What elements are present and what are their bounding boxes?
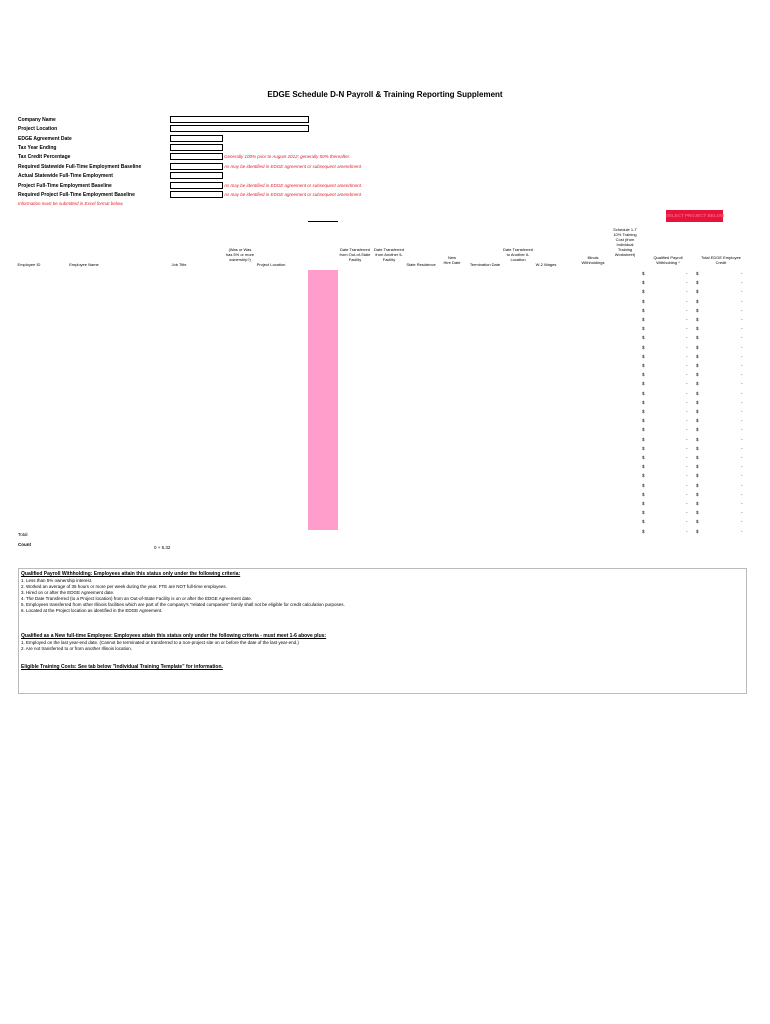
credit-value: - [741, 491, 743, 497]
qualified-dollar-sign: $ [642, 381, 645, 387]
qualified-criterion-5: 5. Employees transferred from other Illinois facilities which are part of the company's "related companies" family shall not be eligible for credit calculation purposes. [21, 602, 345, 607]
credit-dollar-sign: $ [696, 381, 699, 387]
qualified-value: - [686, 519, 688, 525]
tax-credit-input[interactable] [170, 153, 223, 160]
credit-value: - [741, 418, 743, 424]
qualified-value: - [686, 307, 688, 313]
col-schedule-line-5: Training [617, 247, 633, 252]
qualified-dollar-sign: $ [642, 363, 645, 368]
req-statewide-note: As may be identified in EDGE agreement or subsequent amendment. [224, 164, 363, 169]
qualified-criterion-3: 3. Hired on or after the EDGE Agreement date. [21, 590, 115, 595]
col-w2: W-2 Wages [535, 262, 557, 267]
credit-value: - [741, 326, 743, 332]
project-location-label: Project Location [18, 126, 58, 132]
credit-value: - [741, 353, 743, 359]
col-state-residence: State Residence [406, 262, 436, 267]
qualified-dollar-sign: $ [642, 335, 645, 341]
new-fulltime-heading: Qualified as a New full-time Employee: Employees attain this status only under the following criteria - must meet 1-6 above plus: [21, 633, 327, 639]
credit-value: - [741, 271, 743, 276]
credit-value: - [741, 510, 743, 516]
col-date-to-another-line-3: Location [510, 257, 526, 262]
col-illinois-line-1: Illinois [587, 255, 599, 260]
col-illinois-line-2: Withholdings [581, 260, 605, 265]
col-date-to-another [500, 247, 536, 262]
qualified-value: - [686, 390, 688, 396]
credit-value: - [741, 289, 743, 295]
qualified-value: - [686, 427, 688, 433]
qualified-value: - [686, 317, 688, 322]
credit-dollar-sign: $ [696, 317, 699, 322]
count-label: Count [18, 542, 31, 547]
credit-value: - [741, 280, 743, 286]
credit-value: - [741, 501, 743, 506]
qualified-dollar-sign: $ [642, 482, 645, 488]
qualified-value: - [686, 445, 688, 451]
credit-dollar-sign: $ [696, 455, 699, 460]
col-schedule-line-1: Schedule 1-T [613, 227, 637, 232]
credit-value: - [741, 381, 743, 387]
credit-dollar-sign: $ [696, 427, 699, 433]
req-project-baseline-input[interactable] [170, 191, 223, 198]
credit-dollar-sign: $ [696, 464, 699, 470]
qualified-dollar-sign: $ [642, 298, 645, 304]
credit-dollar-sign: $ [696, 528, 699, 534]
qualified-value: - [686, 280, 688, 286]
qualified-dollar-sign: $ [642, 307, 645, 313]
credit-dollar-sign: $ [696, 482, 699, 488]
col-employee-name: Employee Name [69, 262, 99, 267]
qualified-dollar-sign: $ [642, 528, 645, 534]
credit-value: - [741, 399, 743, 405]
credit-dollar-sign: $ [696, 353, 699, 359]
select-project-banner[interactable]: SELECT PROJECT BELOW [666, 210, 723, 222]
qualified-value: - [686, 464, 688, 470]
credit-dollar-sign: $ [696, 335, 699, 341]
col-owner-line-3: ownership?) [229, 257, 251, 262]
qualified-dollar-sign: $ [642, 280, 645, 286]
credit-dollar-sign: $ [696, 271, 699, 276]
credit-dollar-sign: $ [696, 307, 699, 313]
qualified-value: - [686, 455, 688, 460]
credit-dollar-sign: $ [696, 519, 699, 525]
credit-dollar-sign: $ [696, 418, 699, 424]
col-employee-id: Employee ID [17, 262, 41, 267]
col-schedule-line-3: Cost (from [615, 237, 635, 242]
col-schedule-line-4: Individual [616, 242, 634, 247]
credit-value: - [741, 427, 743, 433]
project-baseline-note: As may be identified in EDGE agreement or subsequent amendment. [224, 183, 363, 188]
total-label: Total [18, 532, 28, 537]
credit-dollar-sign: $ [696, 280, 699, 286]
training-costs-heading: Eligible Training Costs: See tab below "Individual Training Template" for information. [21, 664, 223, 670]
col-job-title: Job Title [171, 262, 187, 267]
credit-dollar-sign: $ [696, 473, 699, 479]
credit-value: - [741, 372, 743, 378]
credit-value: - [741, 317, 743, 322]
actual-statewide-input[interactable] [170, 172, 223, 179]
credit-value: - [741, 528, 743, 534]
credit-dollar-sign: $ [696, 445, 699, 451]
qualified-value: - [686, 344, 688, 350]
credit-value: - [741, 473, 743, 479]
credit-dollar-sign: $ [696, 436, 699, 442]
credit-dollar-sign: $ [696, 298, 699, 304]
credit-dollar-sign: $ [696, 326, 699, 332]
req-statewide-input[interactable] [170, 163, 223, 170]
qualified-criterion-2: 2. Worked an average of 35 hours or more per week during the year. FTE are NOT full-time employees. [21, 584, 227, 589]
new-fulltime-criterion-2: 2. Are not transferred to or from another Illinois location. [21, 646, 133, 651]
credit-dollar-sign: $ [696, 510, 699, 516]
qualified-criterion-4: 4. The Date Transferred (to a Project location) from an Out-of-State Facility is on or after the EDGE Agreement date. [21, 596, 253, 601]
qualified-value: - [686, 491, 688, 497]
project-baseline-label: Project Full-Time Employment Baseline [18, 183, 112, 189]
col-owner-line-2: has 5% or more [225, 252, 255, 257]
qualified-dollar-sign: $ [642, 445, 645, 451]
qualified-dollar-sign: $ [642, 427, 645, 433]
col-total-credit-line-2: Credit [715, 260, 727, 265]
tax-credit-note: Generally 100% prior to August 2012; generally 50% thereafter. [224, 154, 351, 159]
qualified-dollar-sign: $ [642, 353, 645, 359]
qualified-value: - [686, 473, 688, 479]
qualified-dollar-sign: $ [642, 473, 645, 479]
col-date-to-another-line-2: to Another IL [506, 252, 530, 257]
qualified-dollar-sign: $ [642, 501, 645, 506]
agreement-date-input[interactable] [170, 135, 223, 142]
col-qualified-line-2: Withholding * [656, 260, 680, 265]
qualified-criterion-1: 1. Less than 5% ownership interest. [21, 578, 93, 583]
col-project-location: Project Location [256, 262, 286, 267]
credit-value: - [741, 409, 743, 414]
credit-value: - [741, 335, 743, 341]
qualified-dollar-sign: $ [642, 436, 645, 442]
col-new-hire-line-1: New [447, 255, 456, 260]
qualified-dollar-sign: $ [642, 326, 645, 332]
col-qualified-line-1: Qualified Payroll [653, 255, 683, 260]
new-fulltime-criterion-1: 1. Employed on the last year-end date. (Cannot be terminated or transferred to a non-project site on or before the date of the last year-end.) [21, 640, 299, 645]
qualified-value: - [686, 399, 688, 405]
col-date-another [372, 247, 406, 262]
col-date-to-another-line-1: Date Transferred [502, 247, 533, 252]
credit-dollar-sign: $ [696, 409, 699, 414]
qualified-payroll-heading: Qualified Payroll Withholding: Employees attain this status only under the following criteria: [21, 571, 241, 577]
col-new-hire-line-2: Hire Date [443, 260, 461, 265]
credit-dollar-sign: $ [696, 501, 699, 506]
qualified-dollar-sign: $ [642, 510, 645, 516]
tax-year-input[interactable] [170, 144, 223, 151]
qualified-dollar-sign: $ [642, 491, 645, 497]
credit-dollar-sign: $ [696, 399, 699, 405]
agreement-date-label: EDGE Agreement Date [18, 136, 72, 142]
qualified-value: - [686, 372, 688, 378]
qualified-value: - [686, 298, 688, 304]
col-schedule-line-2: 10% Training [613, 232, 637, 237]
credit-value: - [741, 390, 743, 396]
tax-year-label: Tax Year Ending [18, 145, 57, 151]
tax-credit-label: Tax Credit Percentage [18, 154, 71, 160]
qualified-value: - [686, 326, 688, 332]
qualified-dollar-sign: $ [642, 399, 645, 405]
project-baseline-input[interactable] [170, 182, 223, 189]
col-date-oos-line-2: from Out-of-State [339, 252, 371, 257]
col-date-oos-line-3: Facility [348, 257, 362, 262]
col-total-credit-line-1: Total EDGE Employee [701, 255, 741, 260]
qualified-dollar-sign: $ [642, 317, 645, 322]
qualified-dollar-sign: $ [642, 372, 645, 378]
credit-value: - [741, 307, 743, 313]
qualified-value: - [686, 271, 688, 276]
col-schedule [608, 227, 642, 257]
credit-value: - [741, 445, 743, 451]
qualified-dollar-sign: $ [642, 344, 645, 350]
credit-value: - [741, 363, 743, 368]
credit-value: - [741, 464, 743, 470]
qualified-dollar-sign: $ [642, 464, 645, 470]
project-location-input[interactable] [170, 125, 309, 132]
col-date-another-line-3: Facility [382, 257, 396, 262]
col-owner [222, 247, 258, 262]
credit-value: - [741, 436, 743, 442]
page-title: EDGE Schedule D-N Payroll & Training Reporting Supplement [267, 90, 503, 99]
qualified-dollar-sign: $ [642, 289, 645, 295]
col-schedule-line-6: Worksheet) [614, 252, 636, 257]
company-name-input[interactable] [170, 116, 309, 123]
new-fulltime-list [21, 640, 299, 652]
qualified-value: - [686, 418, 688, 424]
col-termination: Termination Date [469, 262, 501, 267]
credit-value: - [741, 519, 743, 525]
qualified-value: - [686, 482, 688, 488]
excel-format-note: Information must be submitted in Excel format below. [18, 201, 124, 206]
credit-dollar-sign: $ [696, 491, 699, 497]
qualified-value: - [686, 501, 688, 506]
qualified-value: - [686, 335, 688, 341]
qualified-value: - [686, 381, 688, 387]
col-date-oos [338, 247, 372, 262]
credit-dollar-sign: $ [696, 289, 699, 295]
credit-value: - [741, 298, 743, 304]
actual-statewide-label: Actual Statewide Full-Time Employment [18, 173, 113, 179]
credit-dollar-sign: $ [696, 372, 699, 378]
col-total-credit [698, 255, 744, 265]
req-project-baseline-note: As may be identified in EDGE agreement or subsequent amendment. [224, 192, 363, 197]
qualified-value: - [686, 436, 688, 442]
col-date-oos-line-1: Date Transferred [339, 247, 370, 252]
column-marker-line [308, 221, 338, 222]
qualified-value: - [686, 409, 688, 414]
qualified-value: - [686, 510, 688, 516]
qualified-dollar-sign: $ [642, 390, 645, 396]
col-qualified-payroll [648, 255, 688, 265]
qualified-payroll-list [21, 578, 345, 614]
qualified-dollar-sign: $ [642, 455, 645, 460]
qualified-criterion-6: 6. Located at the Project location as identified in the EDGE Agreement. [21, 608, 163, 613]
credit-dollar-sign: $ [696, 363, 699, 368]
count-value: 0 + 5.32 [154, 545, 171, 550]
credit-dollar-sign: $ [696, 344, 699, 350]
col-date-another-line-1: Date Transferred [373, 247, 404, 252]
credit-value: - [741, 482, 743, 488]
col-date-another-line-2: from Another IL [375, 252, 403, 257]
qualified-dollar-sign: $ [642, 271, 645, 276]
req-statewide-label: Required Statewide Full-Time Employment Baseline [18, 164, 142, 170]
credit-value: - [741, 344, 743, 350]
qualified-value: - [686, 528, 688, 534]
company-name-label: Company Name [18, 117, 56, 123]
qualified-value: - [686, 363, 688, 368]
credit-dollar-sign: $ [696, 390, 699, 396]
qualified-dollar-sign: $ [642, 519, 645, 525]
owner-input-column[interactable] [308, 270, 338, 530]
col-illinois-withholdings [578, 255, 608, 265]
col-owner-line-1: (Was or Was [228, 247, 252, 252]
qualified-dollar-sign: $ [642, 418, 645, 424]
credit-value: - [741, 455, 743, 460]
req-project-baseline-label: Required Project Full-Time Employment Baseline [18, 192, 135, 198]
qualified-dollar-sign: $ [642, 409, 645, 414]
qualified-value: - [686, 289, 688, 295]
col-new-hire [440, 255, 464, 265]
qualified-value: - [686, 353, 688, 359]
